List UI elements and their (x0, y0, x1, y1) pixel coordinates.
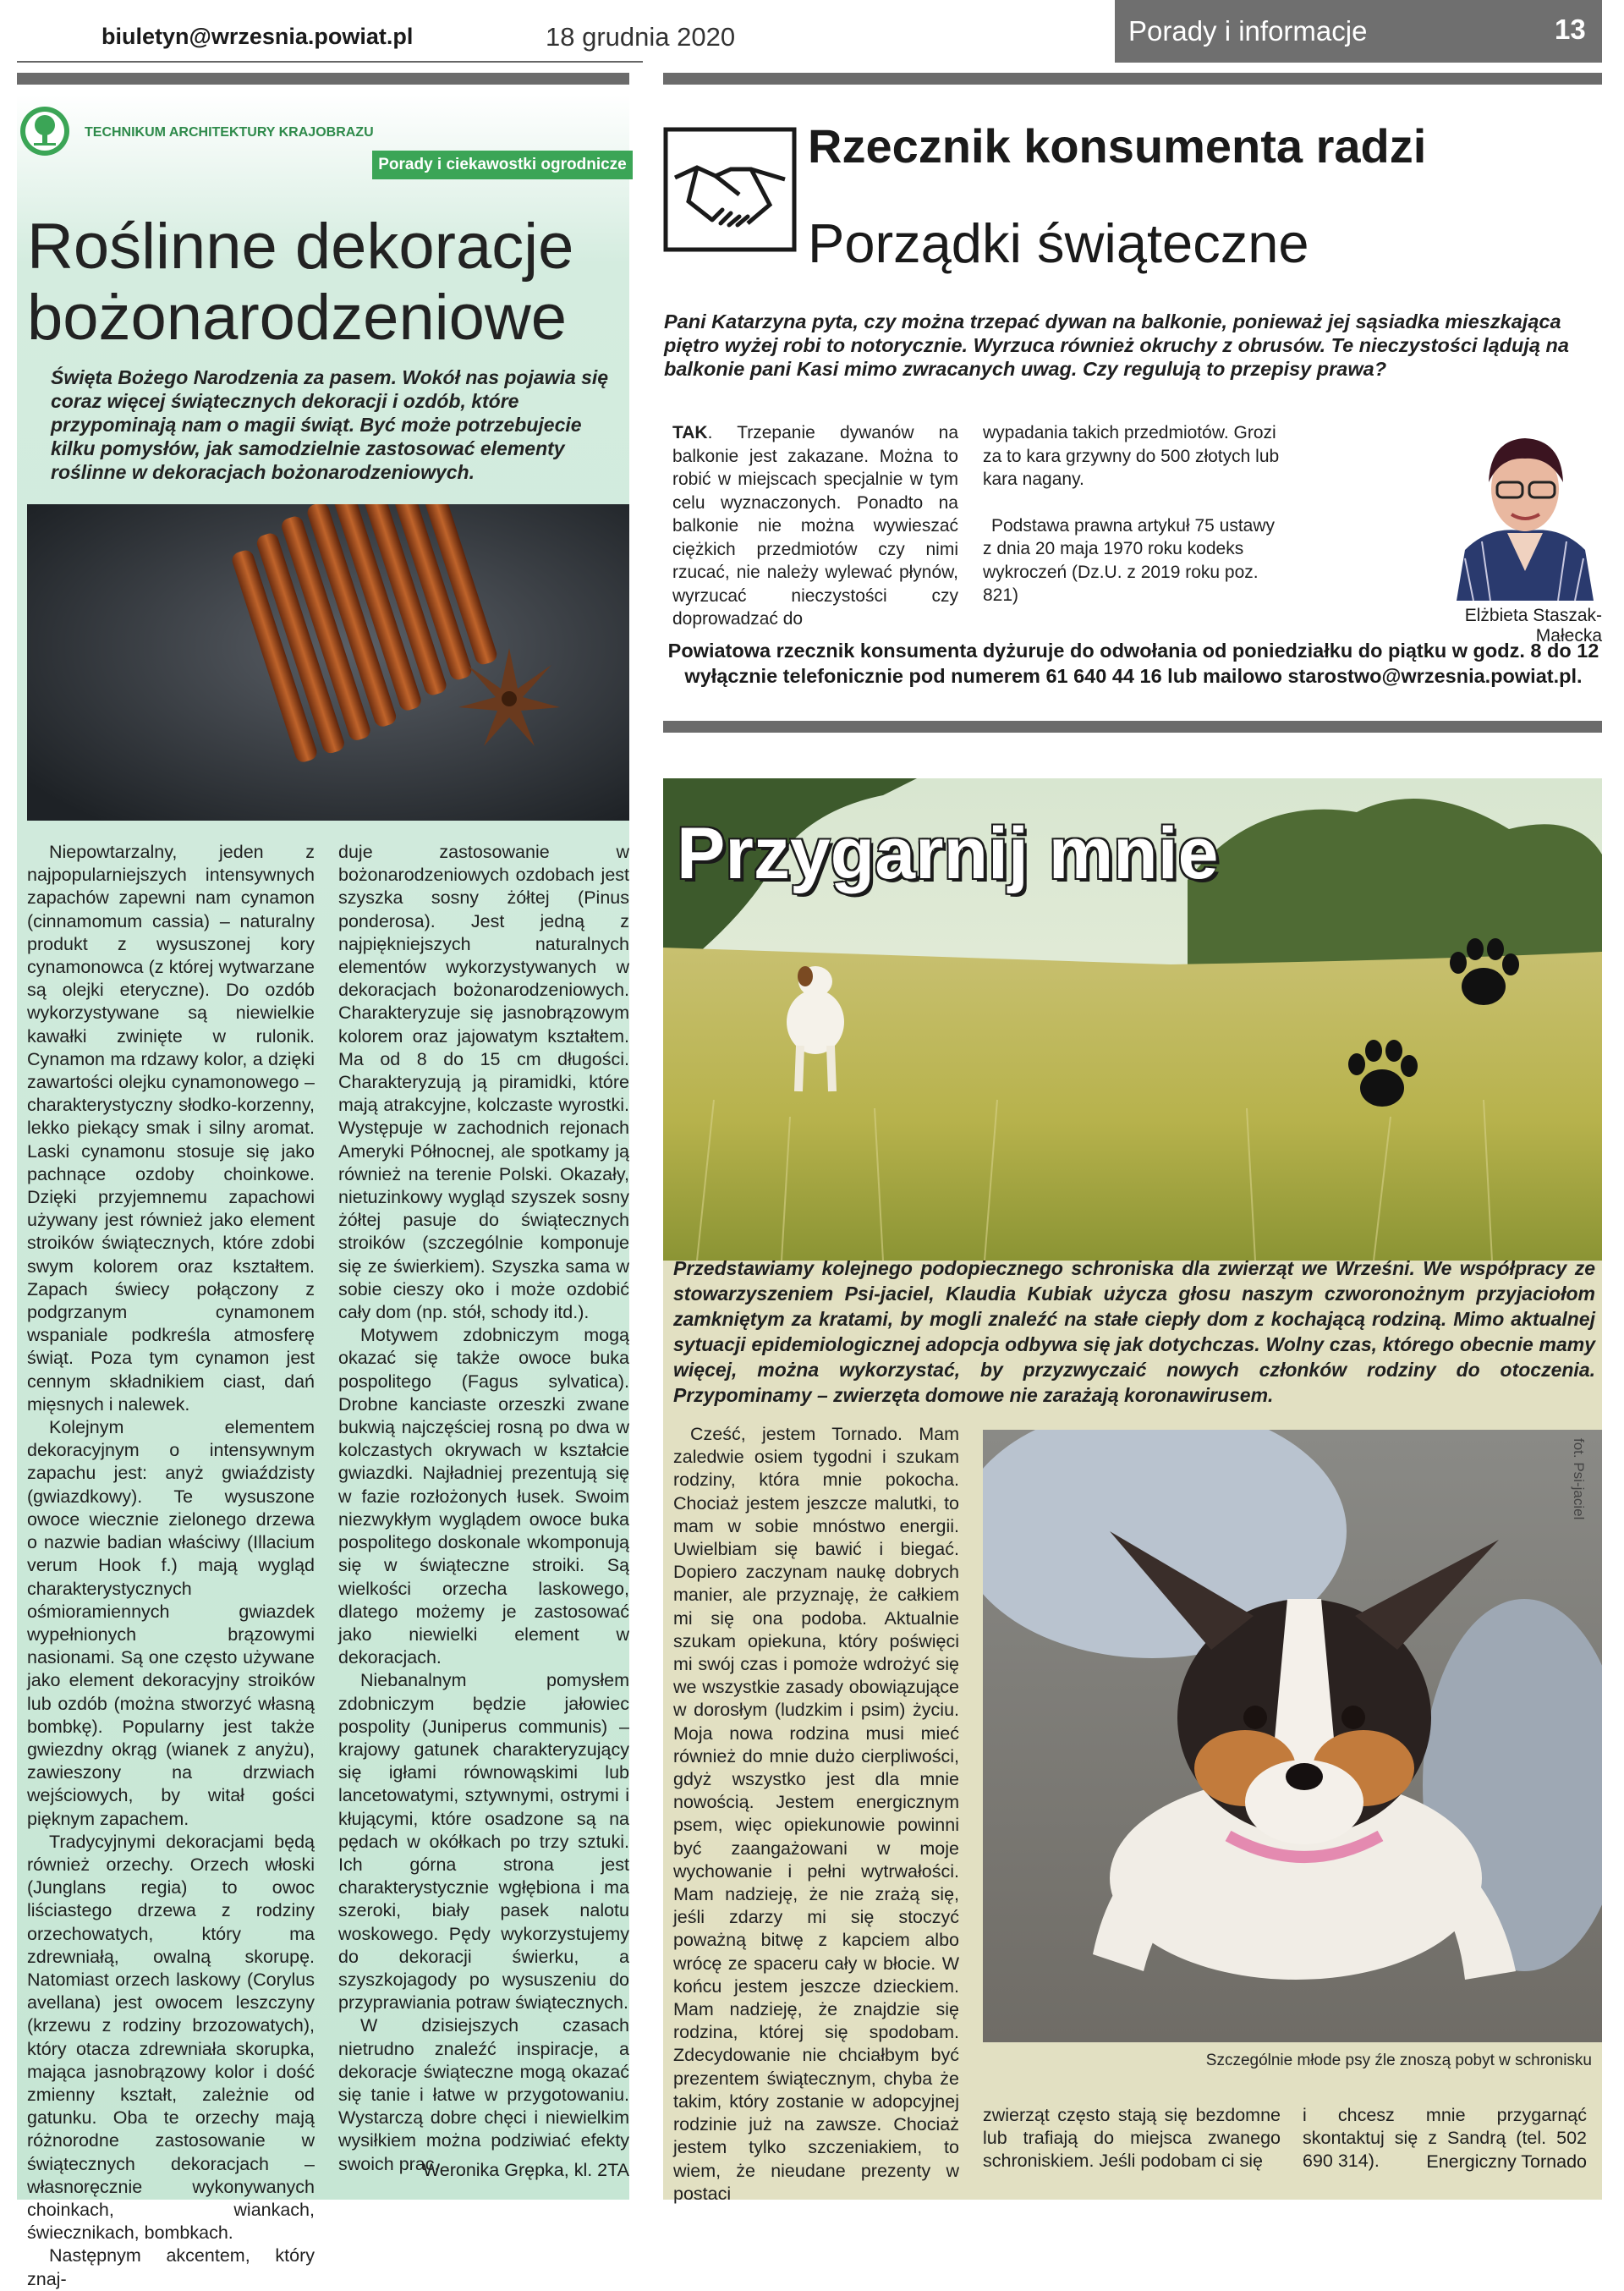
adopt-column-1 (673, 1423, 959, 2206)
header-divider (17, 61, 643, 63)
header-date: 18 grudnia 2020 (546, 22, 736, 52)
reader-question: Pani Katarzyna pyta, czy można trzepać dywan na balkonie, ponieważ jej sąsiadka mieszkająca piętro wyżej robi to notorycznie. Wyrzuca również okruchy z obrusów. Te nieczystości lądują na balkonie pani Kasi mimo zwracanych uwag. Czy regulują to przepisy prawa? (664, 310, 1569, 380)
header-section-name: Porady i informacje (1128, 15, 1368, 47)
answer-column-2 (983, 421, 1281, 607)
school-name: TECHNIKUM ARCHITEKTURY KRAJOBRAZU (85, 125, 374, 140)
paragraph: wypadania takich przedmiotów. Grozi za to kara grzywny do 500 złotych lub kara nagany. (983, 423, 1280, 489)
photo-caption: Szczególnie młode psy źle znoszą pobyt w schronisku (1205, 2052, 1592, 2069)
paragraph: i chcesz mnie przygarnąć skontaktuj się z Sandrą (tel. 502 690 314). (1303, 2105, 1587, 2172)
article-lead: Święta Bożego Narodzenia za pasem. Wokół nas pojawia się coraz więcej świątecznych dekoracji i ozdób, które przypominają nam o magii świąt. Być może potrzebujecie kilku pomysłów, jak samodzielnie zastosować elementy roślinne w dekoracjach bożonarodzeniowych. (51, 366, 609, 483)
answer-text: . Trzepanie dywanów na balkonie jest zakazane. Można to robić w miejscach specjalnie w tym celu wyznaczonych. Ponadto na balkonie nie można wywieszać ciężkich przedmiotów czy nimi rzucać, nie należy wylewać płynów, wyrzucać nieczystości czy doprowadzać do (672, 423, 958, 629)
paragraph: zwierząt często stają się bezdomne lub trafiają do miejsca zwanego schroniskiem. Jeśli podobam ci się (983, 2105, 1281, 2172)
answer-keyword: TAK (672, 423, 708, 442)
article-title: Porządki świąteczne (808, 212, 1309, 274)
expert-portrait (1448, 423, 1602, 601)
left-article-column-1 (27, 841, 315, 2291)
title-line: bożonarodzeniowe (27, 282, 568, 354)
expert-name: Elżbieta Staszak-Małecka (1464, 606, 1602, 646)
paragraph: Niepowtarzalny, jeden z najpopularniejszych intensywnych zapachów zapewni nam cynamon (cinnamomum cassia) – naturalny produkt z wysuszonej kory cynamonowca (z której wytwarzane są olejki eteryczne). Do ozdób wykorzystywane są niewielkie kawałki zwinięte w rulonik. Cynamon ma rdzawy kolor, a dzięki zawartości olejku cynamonowego – charakterystyczny słodko-korzenny, lekko piekący smak i silny aromat. Laski cynamonu stosuje się jako pachnące ozdoby choinkowe. Dzięki przyjemnemu zapachowi używany jest również jako element stroików świątecznych, które zdobi swym kolorem oraz kształtem. Zapach świecy połączony z podgrzanym cynamonem wspaniale podkreśla atmosferę świąt. Poza tym cynamon jest cennym składnikiem ciast, dań mięsnych i nalewek. (27, 842, 315, 1415)
page-number: 13 (1555, 14, 1586, 45)
paragraph: Kolejnym elementem dekoracyjnym o intensywnym zapachu jest: anyż gwiaździsty (gwiazdkowy). Te wysuszone owoce wiecznie zielonego drzewa o nazwie badian właściwy (Illacium verum Hook f.) mają wygląd charakterystycznych ośmioramiennych gwiazdek wypełnionych brązowymi nasionami. Są one często używane jako element dekoracyjny stroików lub ozdób (można stworzyć własną bombkę). Popularny jest także gwiezdny okrąg (wianek z anyżu), zawieszony na drzwiach wejściowych, by witał gości pięknym zapachem. (27, 1417, 315, 1829)
paragraph: Podstawa prawna artykuł 75 ustawy z dnia 20 maja 1970 roku kodeks wykroczeń (Dz.U. z 2019 roku poz. 821) (983, 515, 1276, 605)
cinnamon-photo (27, 504, 629, 821)
middle-separator-bar (663, 721, 1602, 733)
left-top-bar (17, 73, 629, 85)
left-article-column-2 (338, 841, 629, 2176)
paragraph: Tradycyjnymi dekoracjami będą również orzechy. Orzech włoski (Junglans regia) to owoc liściastego drzewa z rodziny orzechowatych, który ma zdrewniałą, owalną skorupę. Natomiast orzech laskowy (Corylus avellana) jest owocem leszczyny (krzewu z rodziny brzozowatych), który otacza zdrewniała skorupka, mająca jasnobrązowy kolor i dość zmienny kształt, zależnie od gatunku. Oba te orzechy mają różnorodne zastosowanie w świątecznych dekoracjach – własnoręcznie wykonywanych choinkach, wiankach, świecznikach, bombkach. (27, 1831, 315, 2244)
column-title: Rzecznik konsumenta radzi (808, 119, 1427, 173)
contact-info: Powiatowa rzecznik konsumenta dyżuruje do odwołania od poniedziałku do piątku w godz. 8 do 12 wyłącznie telefonicznie pod numerem 61 640 44 16 lub mailowo starostwo@wrzesnia.powiat.pl. (667, 640, 1599, 687)
handshake-icon (663, 127, 797, 252)
author-byline: Energiczny Tornado (1426, 2151, 1587, 2172)
right-top-bar (663, 73, 1602, 85)
answer-column-1 (672, 421, 958, 631)
title-line: Roślinne dekoracje (27, 211, 574, 283)
article-title (27, 212, 628, 354)
category-badge: Porady i ciekawostki ogrodnicze (372, 151, 633, 179)
paragraph: W dzisiejszych czasach nietrudno znaleźć inspiracje, a dekoracje świąteczne mogą okazać się tanie i łatwe w przygotowaniu. Wystarczą dobre chęci i niewielkim wysiłkiem można podziwiać efekty swoich prac. (338, 2015, 629, 2174)
article-lead: Przedstawiamy kolejnego podopiecznego schroniska dla zwierząt we Wrześni. We współpracy ze stowarzyszeniem Psi-jaciel, Klaudia Kubiak użycza głosu naszym czworonożnym przyjaciołom zamkniętym za kratami, by mogli znaleźć na stałe ciepły dom z kochającą rodziną. Mimo aktualnej sytuacji epidemiologicznej adopcja odbywa się jak dotychczas. Wolny czas, którego obecnie mamy więcej, można wykorzystać, by przyzwyczaić nowych członków rodziny do otoczenia. Przypominamy – zwierzęta domowe nie zarażają koronawirusem. (673, 1257, 1595, 1406)
paragraph: Następnym akcentem, który znaj- (27, 2245, 315, 2289)
author-byline: Weronika Grępka, kl. 2TA (422, 2160, 629, 2180)
paragraph: Motywem zdobniczym mogą okazać się także owoce buka pospolitego (Fagus sylvatica). Drobne kanciaste orzeszki zwane bukwią najczęściej rosną po dwa w kolczastych okrywach w kształcie gwiazdki. Najładniej prezentują się w fazie rozłożonych łusek. Swoim niezwykłym wyglądem owoce buka pospolitego doskonale wkomponują się w świąteczne stroiki. Są wielkości orzecha laskowego, dlatego możemy je zastosować jako niewielki element w dekoracjach. (338, 1325, 629, 1668)
tree-logo-icon (19, 105, 71, 157)
paragraph: duje zastosowanie w bożonarodzeniowych ozdobach jest szyszka sosny żółtej (Pinus ponderosa). Jest jedną z najpiękniejszych naturalnych elementów wykorzystywanych w dekoracjach bożonarodzeniowych. Charakteryzuje się jasnobrązowym kolorem oraz jajowatym kształtem. Ma od 8 do 15 cm długości. Charakteryzują ją piramidki, które mają atrakcyjne, kolczaste wyrostki. Występuje w zachodnich rejonach Ameryki Północnej, ale spotkamy ją również na terenie Polski. Okazały, nietuzinkowy wygląd szyszek sosny żółtej pasuje do świątecznych stroików (szczególnie komponuje się ze świerkiem). Szyszka sama w sobie cieszy oko i może ozdobić cały dom (np. stół, schody itd.). (338, 842, 629, 1323)
paragraph (672, 421, 958, 631)
article-title: Przygarnij mnie (677, 813, 1219, 894)
paragraph: Niebanalnym pomysłem zdobniczym będzie jałowiec pospolity (Juniperus communis) – krajowy gatunek charakteryzujący się igłami równowąskimi lub lancetowatymi, sztywnymi, ostrymi i kłującymi, które osadzone są na pędach w okółkach po trzy sztuki. Ich górna strona jest charakterystycznie wgłębiona i ma szeroki, biały pasek nalotu woskowego. Pędy wykorzystujemy do dekoracji świerku, a szyszkojagody po wysuszeniu do przyprawiania potraw świątecznych. (338, 1670, 629, 2014)
paragraph: Cześć, jestem Tornado. Mam zaledwie osiem tygodni i szukam rodziny, która mnie pokocha. Chociaż jestem jeszcze malutki, to mam w sobie mnóstwo energii. Uwielbiam się bawić i biegać. Dopiero zaczynam naukę dobrych manier, ale przyznaję, że całkiem mi się ona podoba. Aktualnie szukam opiekuna, który poświęci mi swój czas i pomoże wdrożyć się we wszystkie zasady obowiązujące w dorosłym (ludzkim i psim) życiu. Moja nowa rodzina musi mieć również do mnie dużo cierpliwości, gdyż wszystko jest dla mnie nowością. Jestem energicznym psem, więc opiekunowie powinni być zaangażowani w moje wychowanie i pełni wytrwałości. Mam nadzieję, że nie zrażą się, jeśli zdarzy mi się stoczyć poważną bitwę z kapciem albo wrócę ze spaceru cały w błocie. W końcu jestem jeszcze dzieckiem. Mam nadzieję, że znajdzie się rodzina, której się spodobam. Zdecydowanie nie chciałbym być prezentem świątecznym, chyba że takim, który zostanie w adopcyjnej rodzinie już na zawsze. Chociaż jestem tylko szczeniakiem, to wiem, że nieudane prezenty w postaci (673, 1424, 959, 2204)
header-email: biuletyn@wrzesnia.powiat.pl (102, 24, 414, 49)
photo-credit: fot. Psi-jaciel (1571, 1438, 1587, 1520)
puppy-photo (983, 1430, 1602, 2042)
adopt-column-2 (983, 2104, 1281, 2173)
